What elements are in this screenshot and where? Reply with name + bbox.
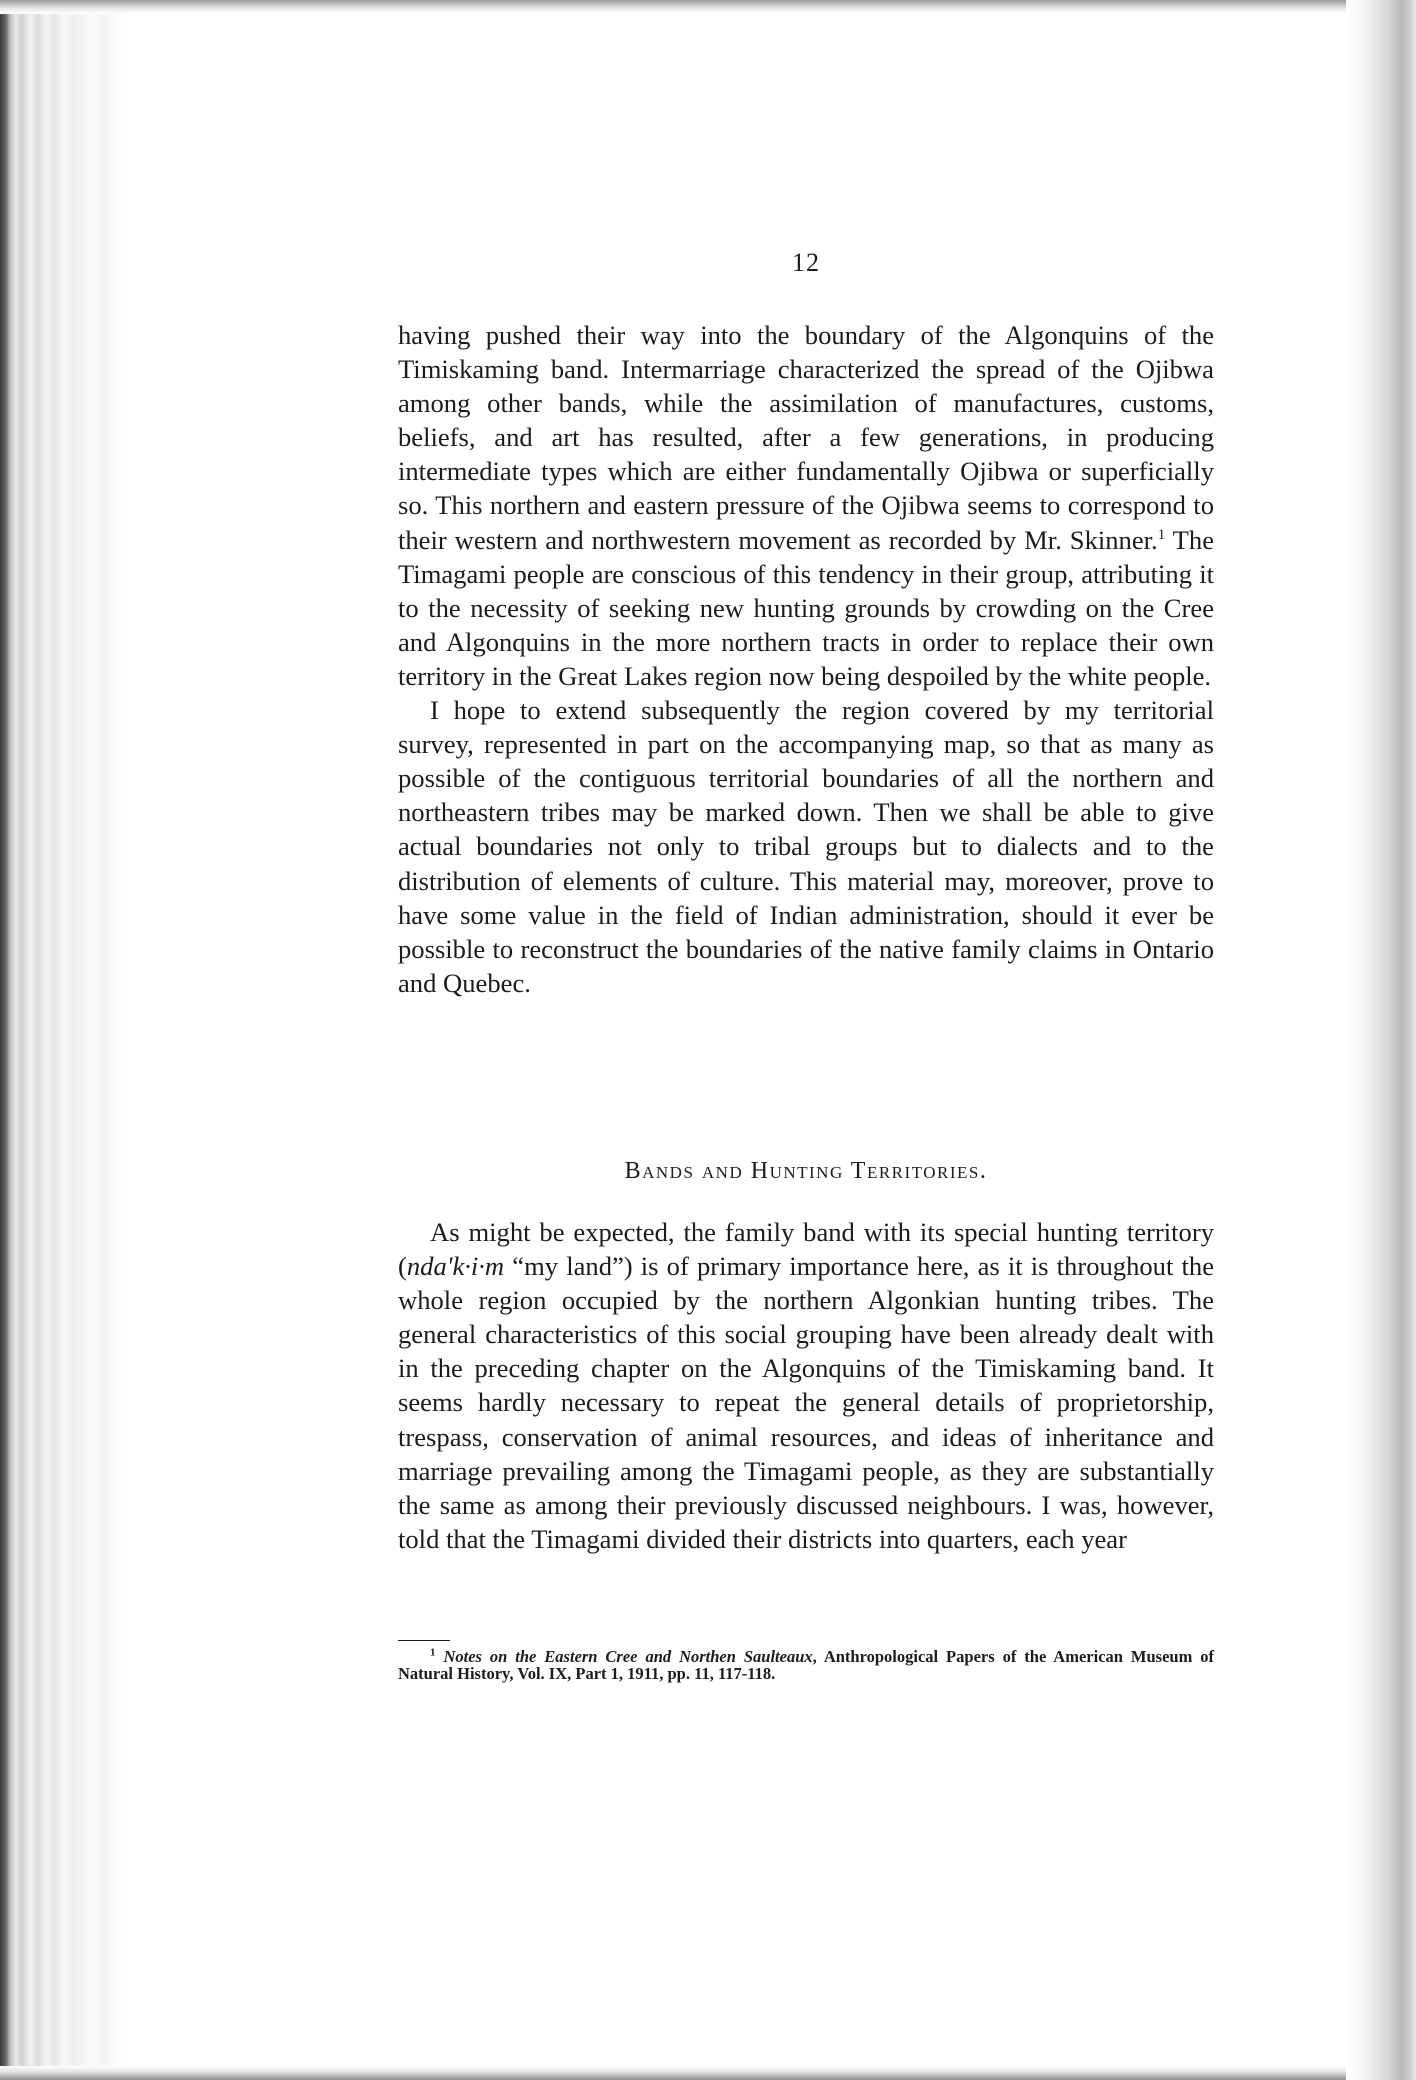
footnote-divider [398, 1640, 450, 1641]
paragraph-1 [398, 318, 1214, 693]
paragraph-1-text-a: having pushed their way into the boundary of the Algonquins of the Timiskaming band. Intermarriage characterized the spread of the Ojibwa among other bands, while the assimilation of manufactures, customs, beliefs, and art has resulted, after a few generations, in producing intermediate types which are either fundamentally Ojibwa or superficially so. This northern and eastern pressure of the Ojibwa seems to correspond to their western and northwestern movement as recorded by Mr. Skinner. [398, 320, 1214, 555]
native-term: nda'k·i·m [406, 1251, 505, 1282]
footnote-text: , Anthropological Papers of the American Museum of Natural History, Vol. IX, Part 1, 1911, pp. 11, 117-118. [398, 1647, 1215, 1683]
paragraph-2: I hope to extend subsequently the region covered by my territorial survey, represented in part on the accompanying map, so that as many as possible of the contiguous territorial boundaries of all the northern and northeastern tribes may be marked down. Then we shall be able to give actual boundaries not only to tribal groups but to dialects and to the distribution of elements of culture. This material may, moreover, prove to have some value in the field of Indian administration, should it ever be possible to reconstruct the boundaries of the native family claims in Ontario and Quebec. [398, 695, 1214, 998]
paragraph-3-text-a: As might be expected, the family band with its special hunting territory ( [398, 1217, 1214, 1282]
body-text-bottom [398, 1215, 1214, 1556]
paragraph-1-text-b: The Timagami people are conscious of this tendency in their group, attributing it to the necessity of seeking new hunting grounds by crowding on the Cree and Algonquins in the more northern tracts in order to replace their own territory in the Great Lakes region now being despoiled by the white people. [398, 524, 1215, 691]
page-number: 12 [792, 248, 820, 277]
body-text-top [398, 318, 1214, 1000]
paragraph-3 [398, 1215, 1214, 1556]
section-heading: Bands and Hunting Territories. [624, 1158, 988, 1184]
footnote-title: Notes on the Eastern Cree and Northen Saulteaux [443, 1647, 813, 1666]
page-right-shadow [1346, 0, 1416, 2080]
scan-top-edge [0, 0, 1416, 14]
scan-bottom-edge [0, 2066, 1416, 2080]
paragraph-3-text-b: “my land”) is of primary importance here, as it is throughout the whole region occupied by the northern Algonkian hunting tribes. The general characteristics of this social grouping have been already dealt with in the preceding chapter on the Algonquins of the Timiskaming band. It seems hardly necessary to repeat the general details of proprietorship, trespass, conservation of animal resources, and ideas of inheritance and marriage prevailing among the Timagami people, as they are substantially the same as among their previously discussed neighbours. I was, however, told that the Timagami divided their districts into quarters, each year [398, 1251, 1214, 1554]
footnote-reference: 1 [1157, 526, 1166, 543]
book-binding-edge [0, 0, 130, 2080]
footnote-marker: 1 [430, 1646, 436, 1659]
footnote [398, 1648, 1214, 1682]
